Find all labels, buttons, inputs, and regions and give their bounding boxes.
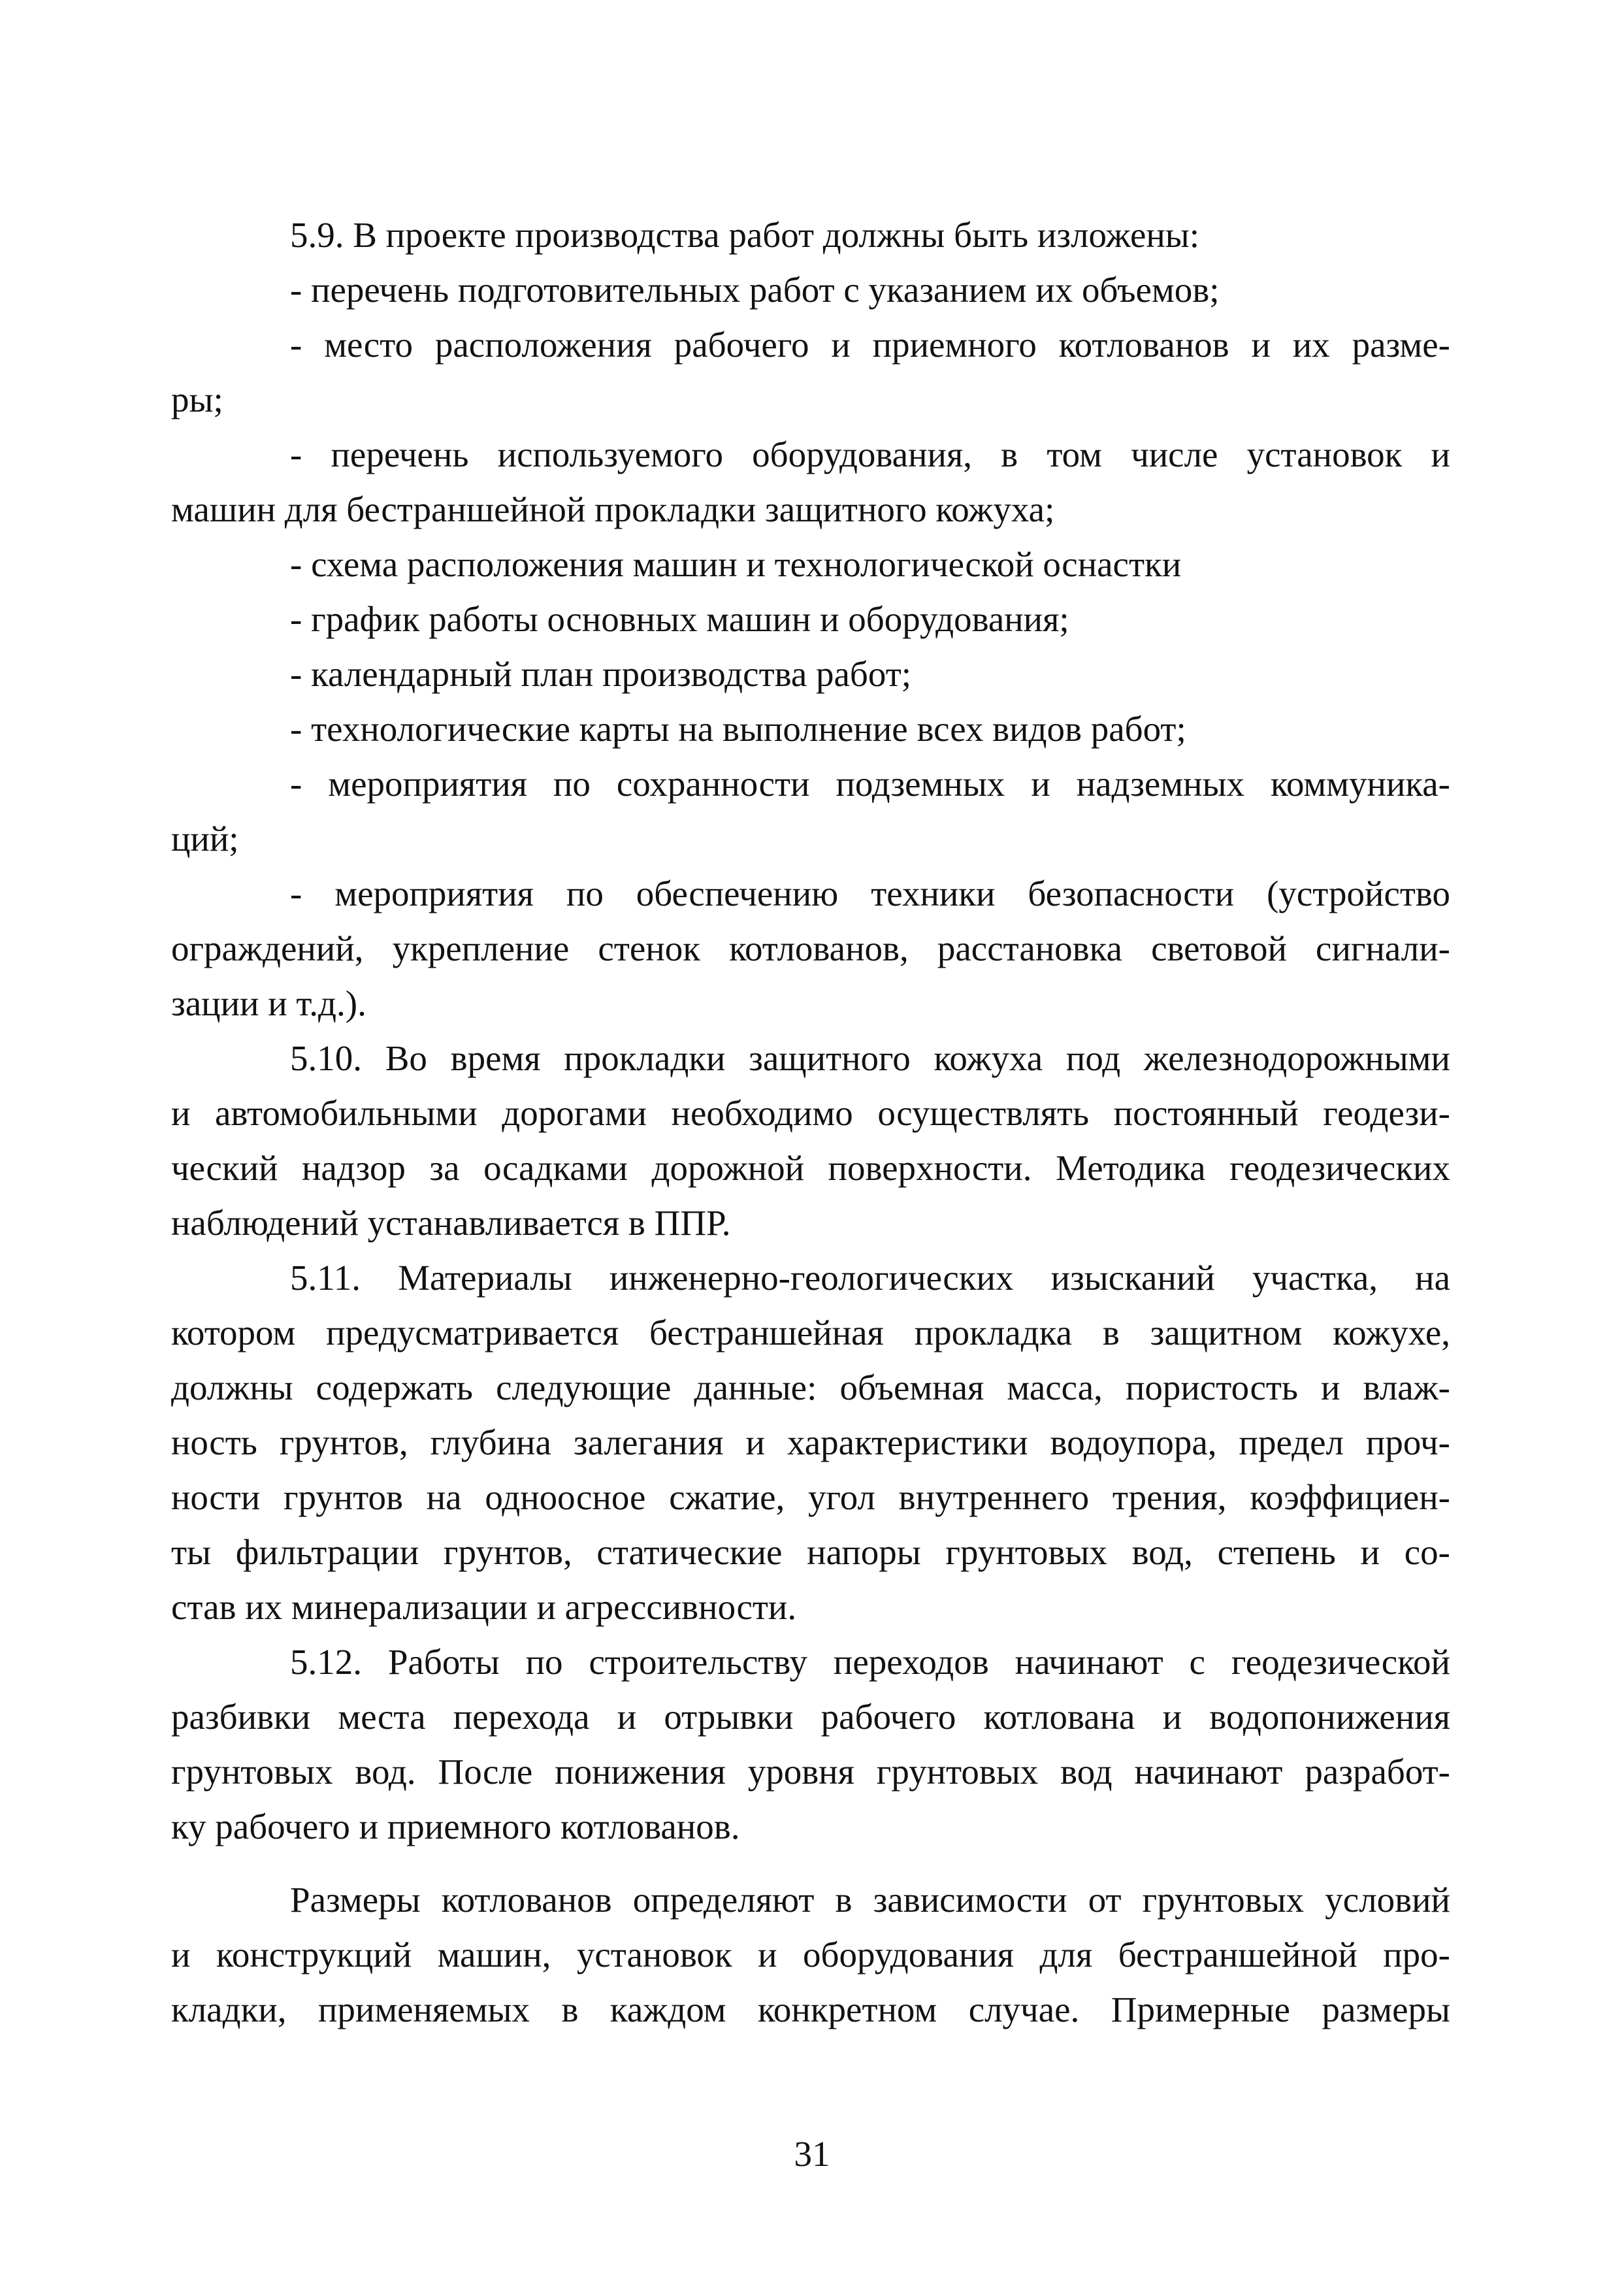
text-line: ры; <box>171 380 223 419</box>
text-line: машин для бестраншейной прокладки защитного кожуха; <box>171 489 1055 529</box>
text-line: должны содержать следующие данные: объемная масса, пористость и влаж- <box>171 1368 1450 1407</box>
text-line: - мероприятия по обеспечению техники безопасности (устройство <box>290 874 1450 913</box>
page-number: 31 <box>794 2134 830 2174</box>
text-line: ность грунтов, глубина залегания и характеристики водоупора, предел проч- <box>171 1422 1450 1462</box>
text-line: - мероприятия по сохранности подземных и надземных коммуника- <box>290 764 1450 804</box>
text-line: - календарный план производства работ; <box>290 654 912 694</box>
document-body <box>171 208 1450 2037</box>
text-line: 5.9. В проекте производства работ должны быть изложены: <box>290 215 1200 255</box>
text-line: разбивки места перехода и отрывки рабочего котлована и водопонижения <box>171 1697 1450 1737</box>
text-line: ограждений, укрепление стенок котлованов, расстановка световой сигнали- <box>171 928 1450 968</box>
text-line: ности грунтов на одноосное сжатие, угол внутреннего трения, коэффициен- <box>171 1477 1450 1517</box>
text-line: ций; <box>171 819 239 859</box>
text-line: котором предусматривается бестраншейная прокладка в защитном кожухе, <box>171 1313 1450 1352</box>
text-line: кладки, применяемых в каждом конкретном случае. Примерные размеры <box>171 1990 1450 2029</box>
text-line: ты фильтрации грунтов, статические напоры грунтовых вод, степень и со- <box>171 1532 1450 1572</box>
text-line: зации и т.д.). <box>171 983 366 1023</box>
text-line: 5.11. Материалы инженерно-геологических изысканий участка, на <box>290 1258 1450 1298</box>
text-line: став их минерализации и агрессивности. <box>171 1587 797 1627</box>
text-line: ку рабочего и приемного котлованов. <box>171 1807 740 1846</box>
text-line: - схема расположения машин и технологической оснастки <box>290 544 1182 584</box>
text-line: и конструкций машин, установок и оборудования для бестраншейной про- <box>171 1935 1450 1974</box>
text-line: 5.10. Во время прокладки защитного кожуха под железнодорожными <box>290 1038 1450 1078</box>
text-line: ческий надзор за осадками дорожной поверхности. Методика геодезических <box>171 1148 1450 1188</box>
text-line: грунтовых вод. После понижения уровня грунтовых вод начинают разработ- <box>171 1752 1450 1792</box>
text-line: - технологические карты на выполнение всех видов работ; <box>290 709 1186 749</box>
text-line: - график работы основных машин и оборудования; <box>290 599 1069 639</box>
text-line: - место расположения рабочего и приемного котлованов и их разме- <box>290 325 1450 365</box>
text-line: наблюдений устанавливается в ППР. <box>171 1203 731 1243</box>
text-line: 5.12. Работы по строительству переходов начинают с геодезической <box>290 1642 1450 1682</box>
text-line: и автомобильными дорогами необходимо осуществлять постоянный геодези- <box>171 1093 1450 1133</box>
text-line: Размеры котлованов определяют в зависимости от грунтовых условий <box>290 1880 1450 1920</box>
text-line: - перечень подготовительных работ с указанием их объемов; <box>290 270 1220 310</box>
paragraph-gap <box>171 1854 1450 1873</box>
text-line: - перечень используемого оборудования, в том числе установок и <box>290 434 1450 474</box>
